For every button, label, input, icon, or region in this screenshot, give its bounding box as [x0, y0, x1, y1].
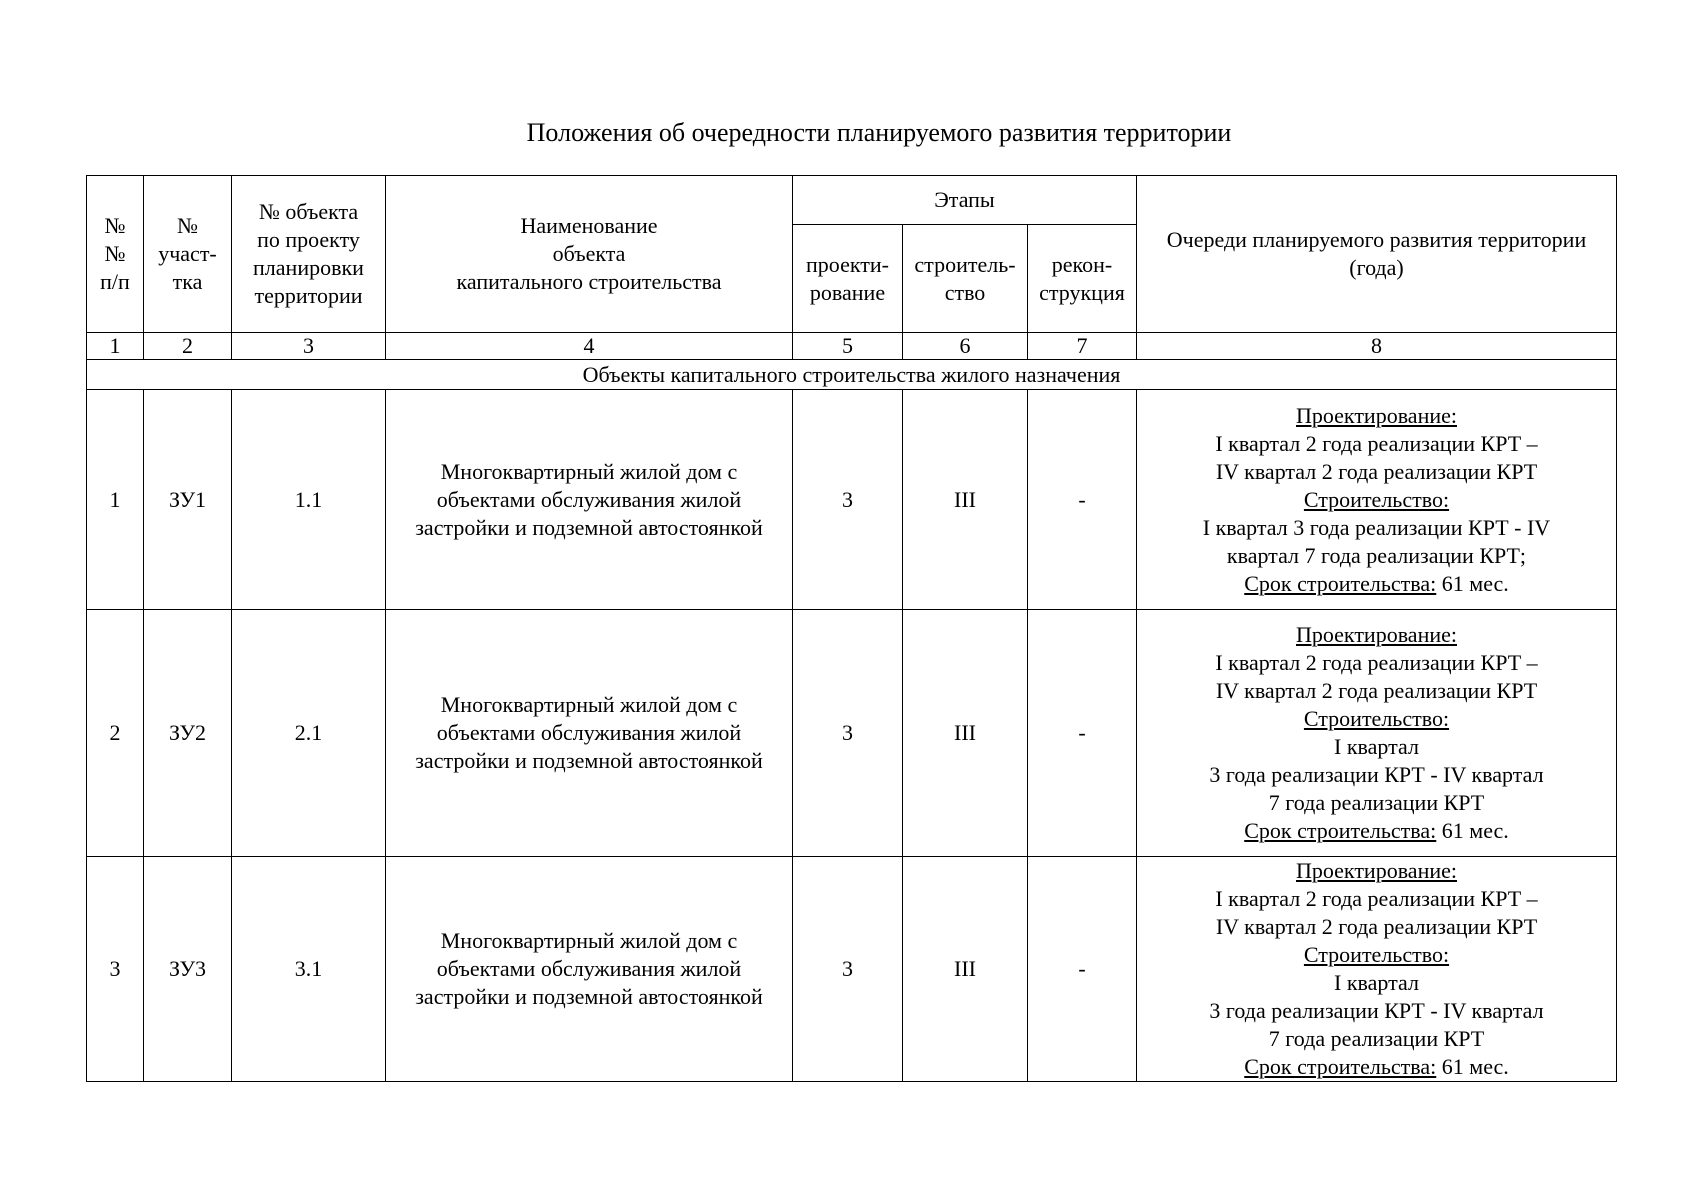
development-stages-table	[86, 175, 1617, 1082]
plot-id: ЗУ2	[144, 610, 232, 857]
plot-id: ЗУ1	[144, 390, 232, 610]
row-number: 2	[87, 610, 144, 857]
object-name: Многоквартирный жилой дом с объектами обслуживания жилой застройки и подземной автостоянкой	[386, 390, 793, 610]
construction-label: Строительство:	[1303, 706, 1450, 731]
development-queue: Проектирование: I квартал 2 года реализации КРТ – IV квартал 2 года реализации КРТ Строительство: I квартал 3 года реализации КРТ - IV квартал 7 года реализации КРТ; Срок строительства: 61 мес.	[1137, 390, 1617, 610]
construction-term	[1139, 817, 1614, 845]
object-number: 1.1	[232, 390, 386, 610]
header-col-npp: № № п/п	[87, 176, 144, 333]
term-value: 61 мес.	[1436, 818, 1509, 843]
object-name: Многоквартирный жилой дом с объектами обслуживания жилой застройки и подземной автостоянкой	[386, 610, 793, 857]
header-row-1	[87, 176, 1617, 225]
construction-term	[1139, 570, 1614, 598]
column-number: 7	[1028, 333, 1137, 360]
development-queue: Проектирование: I квартал 2 года реализации КРТ – IV квартал 2 года реализации КРТ Строительство: I квартал 3 года реализации КРТ - IV квартал 7 года реализации КРТ Срок строительства: 61 мес.	[1137, 610, 1617, 857]
section-title: Объекты капитального строительства жилого назначения	[87, 360, 1617, 390]
term-value: 61 мес.	[1436, 1054, 1509, 1079]
construction-stage: III	[903, 390, 1028, 610]
object-number: 2.1	[232, 610, 386, 857]
section-row	[87, 360, 1617, 390]
design-stage: 3	[793, 857, 903, 1082]
object-number: 3.1	[232, 857, 386, 1082]
header-col-reconstruction: рекон- струкция	[1028, 225, 1137, 333]
reconstruction-stage: -	[1028, 390, 1137, 610]
plot-id: ЗУ3	[144, 857, 232, 1082]
construction-term	[1139, 1053, 1614, 1081]
column-number: 2	[144, 333, 232, 360]
design-label: Проектирование:	[1296, 858, 1457, 883]
term-value: 61 мес.	[1436, 570, 1509, 596]
development-queue: Проектирование: I квартал 2 года реализации КРТ – IV квартал 2 года реализации КРТ Строительство: I квартал 3 года реализации КРТ - IV квартал 7 года реализации КРТ Срок строительства: 61 мес.	[1137, 857, 1617, 1082]
design-stage: 3	[793, 610, 903, 857]
reconstruction-stage: -	[1028, 610, 1137, 857]
header-col-name: Наименование объекта капитального строительства	[386, 176, 793, 333]
column-number: 3	[232, 333, 386, 360]
row-number: 3	[87, 857, 144, 1082]
construction-stage: III	[903, 857, 1028, 1082]
design-label: Проектирование:	[1296, 622, 1457, 647]
row-number: 1	[87, 390, 144, 610]
construction-stage: III	[903, 610, 1028, 857]
page-title: Положения об очередности планируемого развития территории	[526, 118, 1232, 147]
design-label: Проектирование:	[1296, 402, 1457, 428]
header-col-queues: Очереди планируемого развития территории (года)	[1137, 176, 1617, 333]
reconstruction-stage: -	[1028, 857, 1137, 1082]
header-col-object-no: № объекта по проекту планировки территории	[232, 176, 386, 333]
object-name: Многоквартирный жилой дом с объектами обслуживания жилой застройки и подземной автостоянкой	[386, 857, 793, 1082]
header-col-design: проекти- рование	[793, 225, 903, 333]
design-stage: 3	[793, 390, 903, 610]
column-number: 6	[903, 333, 1028, 360]
construction-label: Строительство:	[1303, 486, 1450, 512]
column-number: 1	[87, 333, 144, 360]
header-col-plot: № участ- тка	[144, 176, 232, 333]
column-number: 4	[386, 333, 793, 360]
table-row	[87, 390, 1617, 610]
table-row	[87, 610, 1617, 857]
header-stages: Этапы	[793, 176, 1137, 225]
term-label: Срок строительства:	[1244, 818, 1437, 843]
table-row	[87, 857, 1617, 1082]
term-label: Срок строительства:	[1244, 570, 1437, 596]
construction-label: Строительство:	[1303, 942, 1450, 967]
header-col-construction: строитель- ство	[903, 225, 1028, 333]
column-number: 8	[1137, 333, 1617, 360]
column-number: 5	[793, 333, 903, 360]
term-label: Срок строительства:	[1244, 1054, 1437, 1079]
column-numbers-row	[87, 333, 1617, 360]
